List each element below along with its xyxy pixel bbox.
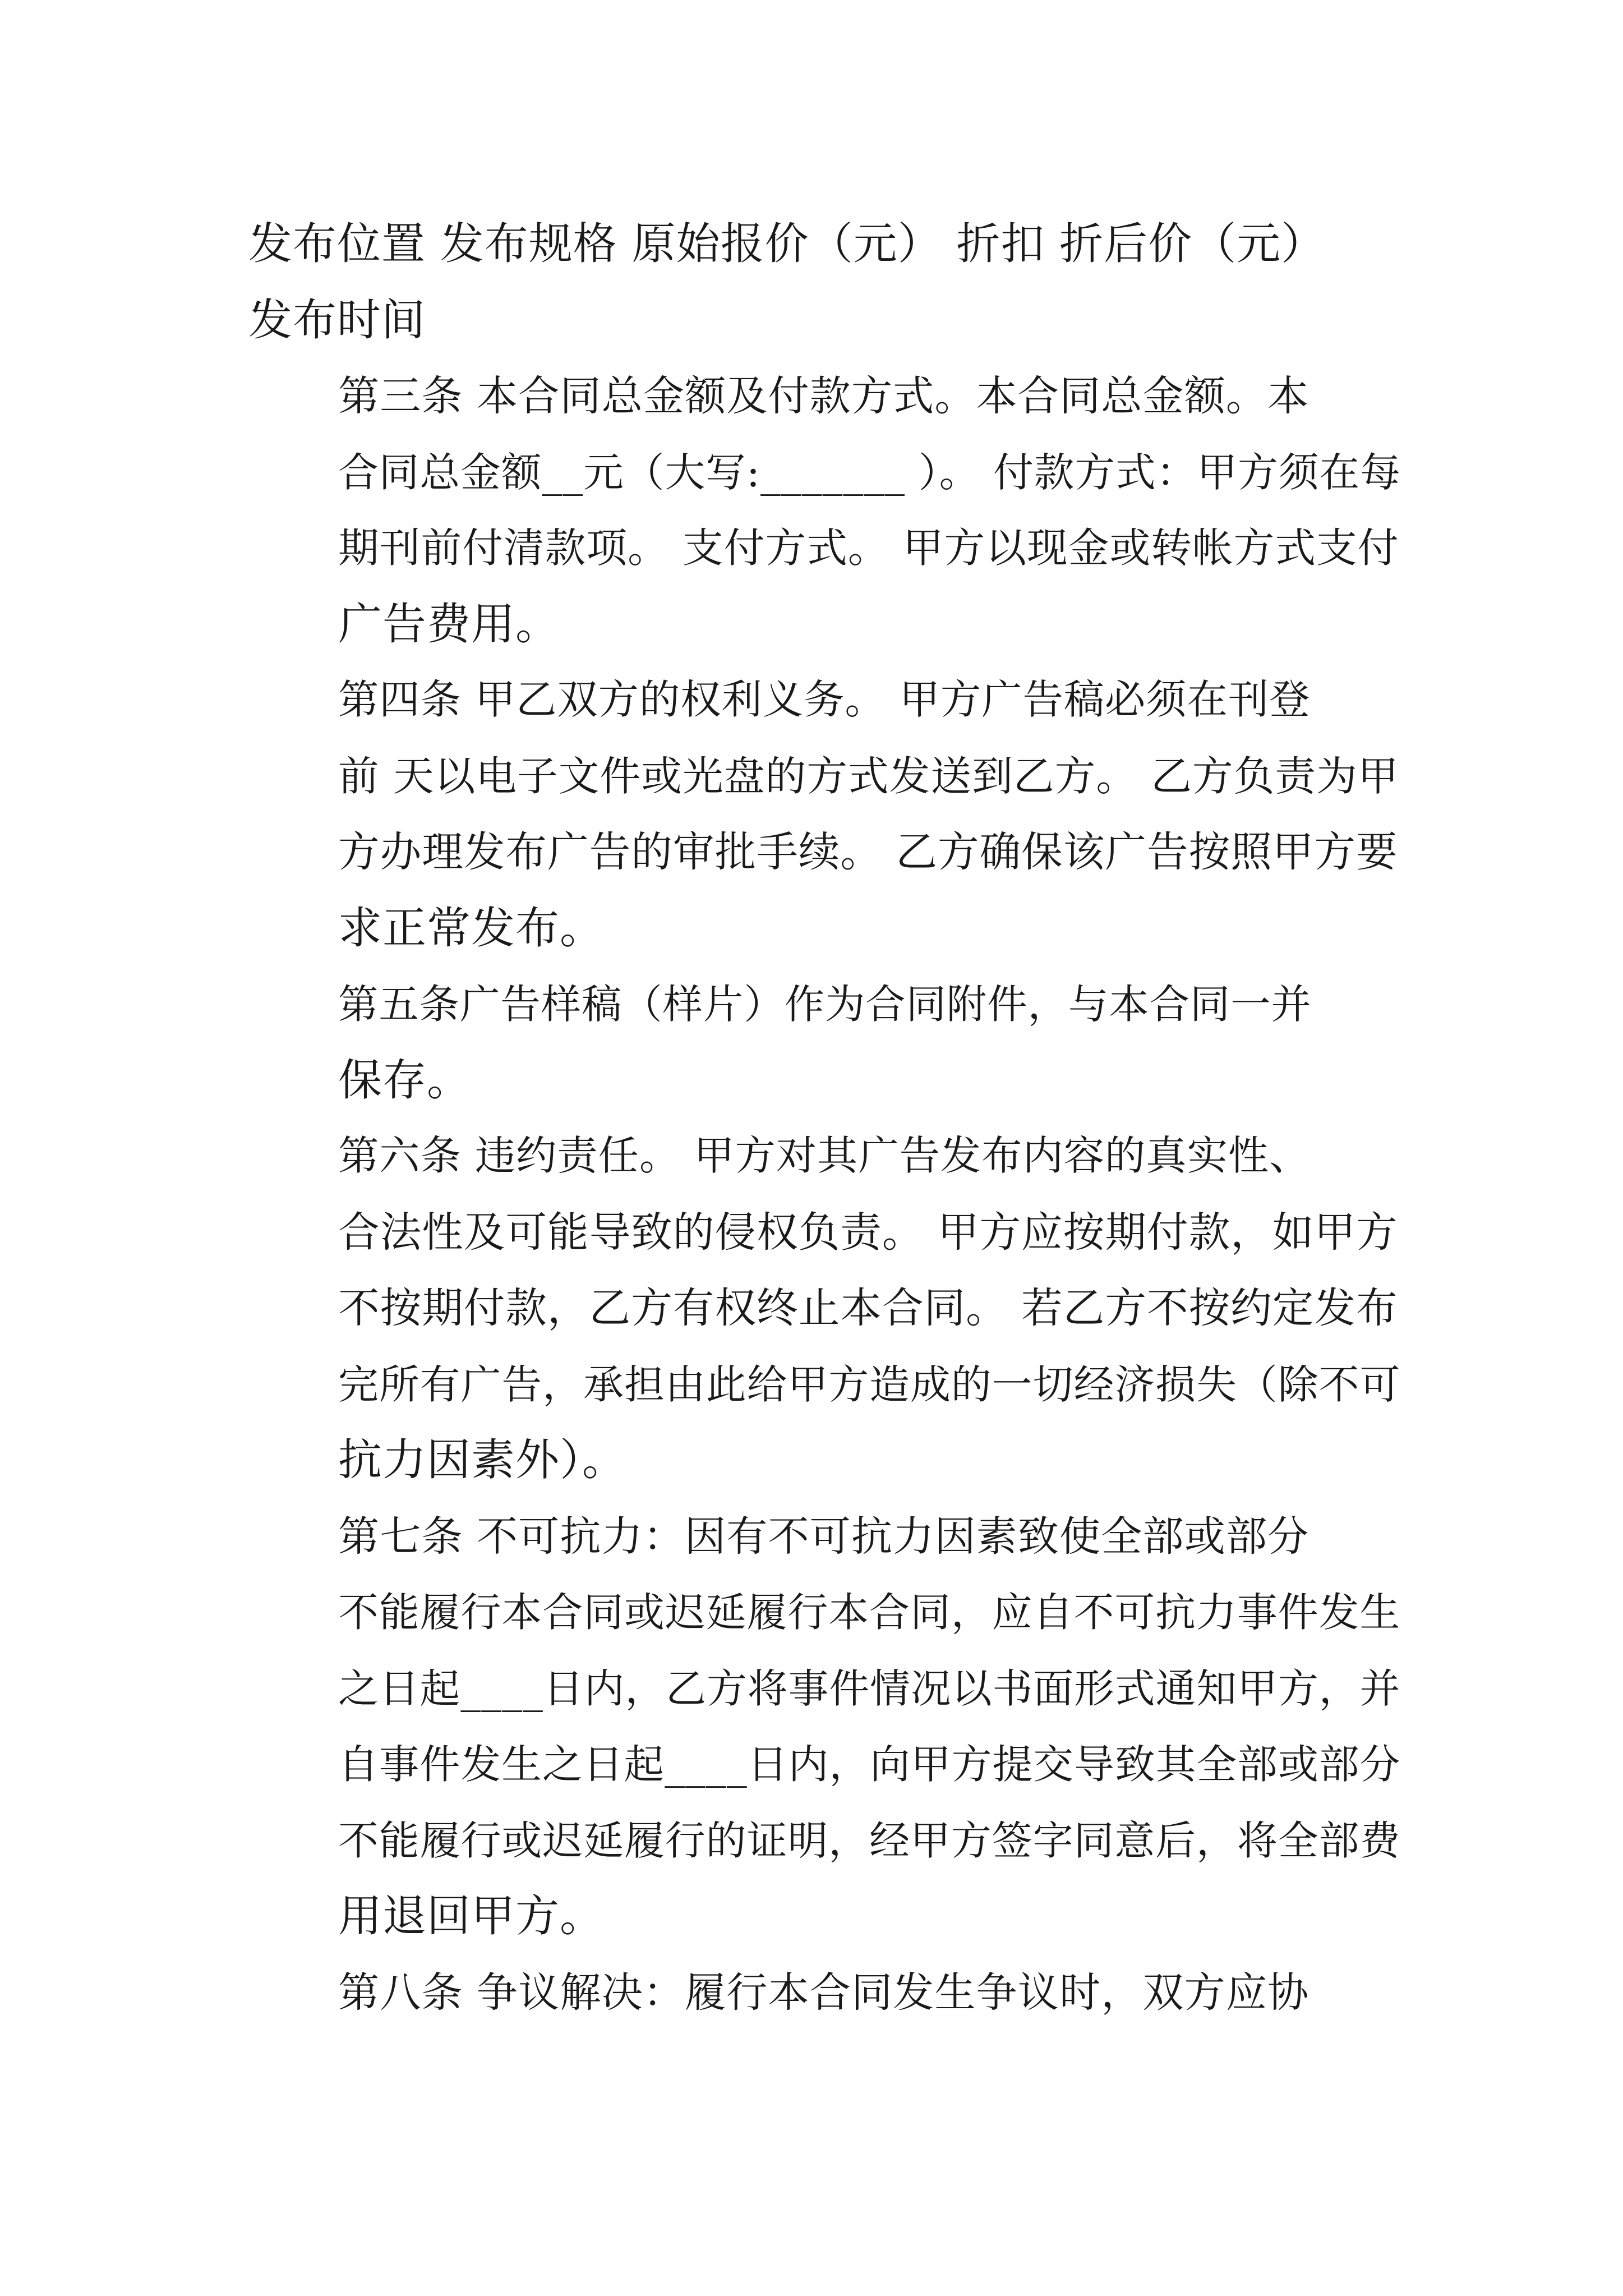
article-3-line: 广告费用。 (338, 599, 560, 650)
article-6-line: 完所有广告，承担由此给甲方造成的一切经济损失（除不可 (338, 1360, 1401, 1408)
article-4-line: 第四条 甲乙双方的权利义务。 甲方广告稿必须在刊登 (338, 677, 1311, 724)
article-7-line: 自事件发生之日起____日内，向甲方提交导致其全部或部分 (338, 1741, 1401, 1788)
article-5-line: 保存。 (338, 1055, 472, 1106)
article-5 (248, 967, 1398, 1119)
article-6 (248, 1119, 1401, 1499)
article-6-line: 不按期付款，乙方有权终止本合同。 若乙方不按约定发布 (338, 1285, 1398, 1332)
article-3-line: 第三条 本合同总金额及付款方式。本合同总金额。本 (338, 372, 1310, 420)
header-row-line-2: 发布时间 (248, 295, 426, 346)
article-7-line: 之日起____日内，乙方将事件情况以书面形式通知甲方，并 (338, 1664, 1401, 1712)
article-7-line: 不能履行或迟延履行的证明，经甲方签字同意后，将全部费 (338, 1816, 1401, 1864)
article-4-line: 求正常发布。 (338, 903, 605, 954)
header-row (248, 206, 1398, 358)
article-3 (248, 358, 1401, 662)
article-4-line: 方办理发布广告的审批手续。 乙方确保该广告按照甲方要 (338, 829, 1398, 876)
article-4 (248, 662, 1398, 967)
header-row-line-1: 发布位置 发布规格 原始报价（元） 折扣 折后价（元） (248, 219, 1326, 269)
article-6-line: 抗力因素外）。 (338, 1435, 627, 1485)
article-7 (248, 1499, 1401, 1955)
article-8-line: 第八条 争议解决：履行本合同发生争议时，双方应协 (338, 1968, 1310, 2017)
article-7-line: 用退回甲方。 (338, 1891, 605, 1941)
article-6-line: 第六条 违约责任。 甲方对其广告发布内容的真实性、 (338, 1133, 1311, 1180)
article-4-line: 前 天以电子文件或光盘的方式发送到乙方。 乙方负责为甲 (338, 752, 1399, 800)
article-7-line: 第七条 不可抗力：因有不可抗力因素致使全部或部分 (338, 1512, 1310, 1561)
article-7-line: 不能履行本合同或迟延履行本合同，应自不可抗力事件发生 (338, 1589, 1401, 1636)
article-3-line: 期刊前付清款项。 支付方式。 甲方以现金或转帐方式支付 (338, 524, 1399, 572)
article-8 (248, 1955, 1398, 2031)
article-6-line: 合法性及可能导致的侵权负责。 甲方应按期付款，如甲方 (338, 1208, 1398, 1257)
document-body (248, 206, 1401, 2031)
article-3-line: 合同总金额__元（大写:_______ ）。 付款方式：甲方须在每 (338, 448, 1401, 496)
article-5-line: 第五条广告样稿（样片）作为合同附件，与本合同一并 (338, 981, 1312, 1028)
